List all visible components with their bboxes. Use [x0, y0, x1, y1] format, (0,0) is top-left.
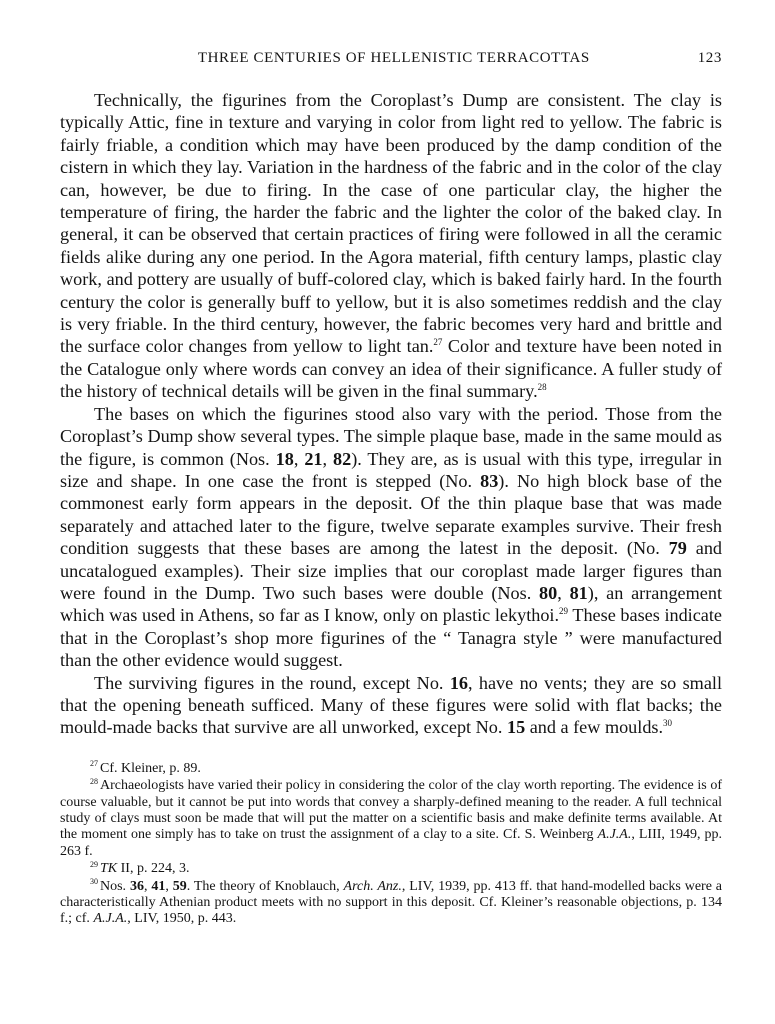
text-run: Color and texture have been noted in the Catalogue only where words can convey an idea of their significance. A fuller study of the history of technical details will be given in the final summary. — [60, 336, 722, 402]
catalogue-number: 82 — [333, 448, 352, 469]
footnote-ref: 27 — [433, 337, 443, 348]
page — [60, 50, 722, 929]
catalogue-number: 81 — [569, 582, 588, 603]
running-title: THREE CENTURIES OF HELLENISTIC TERRACOTTAS — [197, 50, 590, 66]
footnote-number: 28 — [90, 776, 98, 786]
footnotes — [60, 761, 722, 928]
text-run: These bases indicate that in the Coroplast’s shop more figurines of the “ Tanagra style ” were manufactured than the other evidence would suggest. — [60, 605, 723, 671]
footnote-ref: 29 — [559, 606, 569, 617]
catalogue-number: 41 — [151, 878, 166, 894]
body-paragraph — [60, 672, 722, 739]
text-run: , LIV, 1950, p. 443. — [127, 911, 237, 927]
footnote — [60, 761, 722, 777]
text-run: ). They are, as is usual with this type, irregular in size and shape. In one case the front is stepped (No. — [60, 448, 722, 491]
body-paragraph — [60, 89, 722, 403]
text-run: , — [293, 448, 305, 469]
text-run: ), an arrangement which was used in Athens, so far as I know, only on plastic lekythoi. — [60, 582, 722, 626]
text-run: and a few moulds. — [525, 717, 664, 738]
text-run: Technically, the figurines from the Coroplast’s Dump are consistent. The clay is typically Attic, fine in texture and varying in color from light red to yellow. The fabric is fairly friable, a condition which may have been produced by the damp condition of the cistern in which they lay. Variation in the hardness of the fabric and in the color of the clay can, however, be due to firing. In the case of one particular clay, the higher the temperature of firing, the harder the fabric and the lighter the color of the baked clay. In general, it can be observed that certain practices of firing were followed in all the ceramic fields alike during any one period. In the Agora material, fifth century lamps, plastic clay work, and pottery are usually of buff-colored clay, which is baked fairly hard. In the fourth century the color is generally buff to yellow, but it is also sometimes reddish and the clay is very friable. In the third century, however, the fabric becomes very hard and brittle and the surface color changes from yellow to light tan. — [60, 90, 722, 357]
catalogue-number: 16 — [449, 672, 468, 693]
text-run: , — [557, 582, 570, 603]
catalogue-number: 80 — [539, 582, 558, 603]
catalogue-number: 83 — [480, 470, 499, 491]
citation-italic: A.J.A. — [93, 911, 128, 927]
text-run: II, p. 224, 3. — [117, 861, 190, 877]
footnote-number: 27 — [90, 759, 98, 769]
text-run: , — [322, 448, 334, 469]
footnote — [60, 861, 722, 877]
footnote-number: 29 — [90, 859, 98, 869]
footnote — [60, 876, 723, 928]
text-run: Archaeologists have varied their policy in considering the color of the clay worth reporting. The evidence is of course valuable, but it cannot be put into words that convey a sharply-defined meaning to the reader. A full technical study of clays must soon be made that will put the matter on a scientific basis and make definite terms available. At the moment one simply has to take on trust the assignment of a clay to a site. Cf. S. Weinberg — [60, 778, 722, 843]
text-run: , — [165, 878, 173, 894]
text-run: , LIII, 1949, pp. 263 f. — [60, 827, 722, 859]
citation-italic: TK — [100, 861, 118, 877]
footnote-number: 30 — [90, 876, 98, 886]
body-text — [60, 89, 722, 739]
text-run: . The theory of Knoblauch, — [186, 878, 344, 894]
text-run: Nos. — [100, 878, 130, 894]
catalogue-number: 36 — [129, 878, 144, 894]
text-run: ). No high block base of the commonest early form appears in the deposit. Of the thin plaque base that was made separately and attached later to the figure, twelve separate examples survive. Their fresh condition suggests that these bases are among the latest in the deposit. (No. — [60, 470, 722, 559]
footnote-ref: 28 — [537, 382, 547, 393]
citation-italic: A.J.A. — [597, 827, 632, 843]
catalogue-number: 18 — [275, 448, 294, 469]
running-header — [60, 50, 722, 67]
text-run: , LIV, 1939, pp. 413 ff. that hand-modelled backs were a characteristically Athenian product meets with no support in this deposit. Cf. Kleiner’s reasonable objections, p. 134 f.; cf. — [60, 878, 723, 927]
text-run: , have no vents; they are so small that the opening beneath sufficed. Many of these figures were solid with flat backs; the mould-made backs that survive are all unworked, except No. — [60, 672, 722, 738]
text-run: Cf. Kleiner, p. 89. — [100, 760, 201, 776]
catalogue-number: 59 — [172, 878, 187, 894]
citation-italic: Arch. Anz. — [343, 878, 402, 894]
footnote-ref: 30 — [663, 718, 673, 729]
catalogue-number: 79 — [668, 538, 687, 559]
text-run: The surviving figures in the round, except No. — [94, 672, 450, 693]
text-run: The bases on which the figurines stood also vary with the period. Those from the Coroplast’s Dump show several types. The simple plaque base, made in the same mould as the figure, is common (Nos. — [60, 403, 722, 469]
catalogue-number: 21 — [304, 448, 323, 469]
text-run: , — [143, 878, 152, 894]
text-run: and uncatalogued examples). Their size implies that our coroplast made larger figures than were found in the Dump. Two such bases were double (Nos. — [60, 538, 723, 603]
catalogue-number: 15 — [506, 717, 526, 738]
page-number: 123 — [697, 50, 722, 66]
footnote — [60, 778, 722, 860]
body-paragraph — [60, 403, 722, 672]
